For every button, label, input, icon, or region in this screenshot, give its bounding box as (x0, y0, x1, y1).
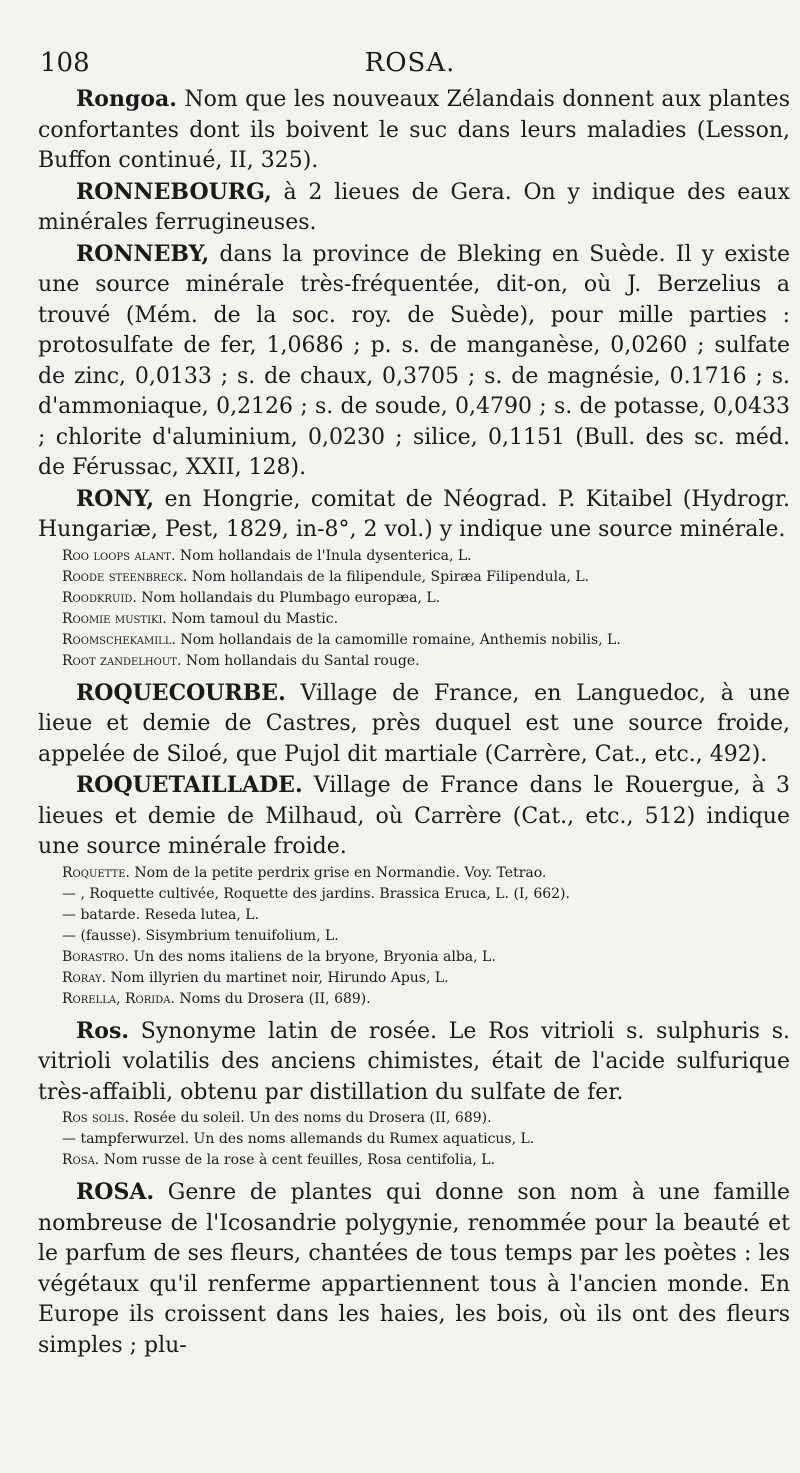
entry-text: Nom hollandais de la camomille romaine, Anthemis nobilis, L. (175, 631, 621, 648)
entry-headword: Roode steenbreck. (62, 568, 188, 585)
entry-text: Un des noms italiens de la bryone, Bryonia alba, L. (128, 948, 496, 965)
entry-headword: Ros solis. (62, 1110, 129, 1126)
entry-text: Village de France dans le Rouergue, à 3 lieues et demie de Milhaud, où Carrère (Cat., etc., 512) indique une source minérale froide. (38, 773, 790, 859)
entry-headword: — (62, 1131, 76, 1147)
dictionary-subentry (38, 1129, 790, 1150)
entry-text: à 2 lieues de Gera. On y indique des eaux minérales ferrugineuses. (38, 179, 790, 235)
entry-headword: Borastro. (62, 948, 129, 965)
dictionary-entry (38, 678, 790, 771)
entry-text: Rosée du soleil. Un des noms du Drosera (II, 689). (128, 1110, 492, 1126)
dictionary-entry (38, 1016, 790, 1109)
dictionary-subentry (38, 630, 790, 651)
entry-headword: RONNEBOURG, (76, 178, 272, 205)
entry-text: Nom illyrien du martinet noir, Hirundo Apus, L. (106, 969, 449, 986)
dictionary-subentry (38, 863, 790, 884)
entry-headword: RONY, (76, 485, 155, 512)
dictionary-subentry (38, 905, 790, 926)
entry-headword: Roomie mustiki. (62, 610, 167, 627)
dictionary-subentry (38, 989, 790, 1010)
entry-text: Genre de plantes qui donne son nom à une famille nombreuse de l'Icosandrie polygynie, renommée pour la beauté et le parfum de ses fleurs, chantées de tous temps par les poètes : les végétaux qu'il renferme appartiennent tous à l'ancien monde. En Europe ils croissent dans les haies, les bois, où ils ont des fleurs simples ; plu- (38, 1180, 790, 1358)
entry-text: Noms du Drosera (II, 689). (174, 990, 371, 1007)
entry-text: dans la province de Bleking en Suède. Il y existe une source minérale très-fréquentée, dit-on, où J. Berzelius a trouvé (Mém. de la soc. roy. de Suède), pour mille parties : protosulfate de fer, 1,0686 ; p. s. de manganèse, 0,0260 ; sulfate de zinc, 0,0133 ; s. de chaux, 0,3705 ; s. de magnésie, 0.1716 ; s. d'ammoniaque, 0,2126 ; s. de soude, 0,4790 ; s. de potasse, 0,0433 ; chlorite d'aluminium, 0,0230 ; silice, 0,1151 (Bull. des sc. méd. de Férussac, XXII, 128). (38, 241, 790, 480)
page-number: 108 (40, 48, 90, 78)
dictionary-subentry (38, 588, 790, 609)
entry-text: Village de France, en Languedoc, à une lieue et demie de Castres, près duquel est une source froide, appelée de Siloé, que Pujol dit martiale (Carrère, Cat., etc., 492). (38, 680, 790, 767)
entry-headword: Roo loops alant. (62, 547, 176, 564)
entry-headword: Rorella, Rorida. (62, 990, 175, 1007)
entry-text: (fausse). Sisymbrium tenuifolium, L. (76, 927, 339, 944)
dictionary-entry (38, 1177, 790, 1361)
dictionary-subentry (38, 651, 790, 672)
entry-headword: Rosa. (62, 1152, 100, 1168)
entry-text: Nom hollandais de la filipendule, Spiræa Filipendula, L. (187, 568, 590, 585)
page-header (40, 48, 780, 82)
entry-headword: ROSA. (76, 1179, 155, 1205)
entry-headword: Roquette. (62, 864, 130, 881)
dictionary-subentry (38, 926, 790, 947)
entry-headword: ROQUETAILLADE. (76, 772, 303, 798)
entry-text: Nom hollandais de l'Inula dysenterica, L. (175, 547, 472, 564)
entry-text: Nom hollandais du Santal rouge. (181, 652, 420, 669)
entry-headword: Roodkruid. (62, 589, 137, 606)
page-body (38, 84, 790, 1361)
dictionary-entry (38, 239, 790, 484)
entry-headword: RONNEBY, (76, 240, 210, 267)
entry-text: tampferwurzel. Un des noms allemands du Rumex aquaticus, L. (76, 1131, 535, 1147)
entry-headword: Ros. (76, 1017, 130, 1044)
dictionary-entry (38, 770, 790, 863)
dictionary-subentry (38, 609, 790, 630)
dictionary-entry (38, 177, 790, 239)
entry-text: batarde. Reseda lutea, L. (76, 906, 260, 923)
dictionary-subentry (38, 884, 790, 905)
dictionary-subentry (38, 567, 790, 588)
entry-text: Nom russe de la rose à cent feuilles, Rosa centifolia, L. (99, 1152, 496, 1168)
entry-text: Nom que les nouveaux Zélandais donnent aux plantes confortantes dont ils boivent le suc dans leurs maladies (Lesson, Buffon continué, II, 325). (38, 87, 790, 173)
dictionary-subentry (38, 947, 790, 968)
dictionary-entry (38, 84, 790, 177)
entry-text: Synonyme latin de rosée. Le Ros vitrioli s. sulphuris s. vitrioli volatilis des anciens chimistes, était de l'acide sulfurique très-affaibli, obtenu par distillation du sulfate de fer. (38, 1018, 790, 1105)
dictionary-subentry (38, 1108, 790, 1129)
entry-text: , Roquette cultivée, Roquette des jardins. Brassica Eruca, L. (I, 662). (76, 885, 570, 902)
entry-headword: Root zandelhout. (62, 652, 182, 669)
running-head: ROSA. (364, 48, 456, 78)
entry-headword: — (62, 906, 76, 923)
dictionary-entry (38, 484, 790, 546)
entry-text: Nom de la petite perdrix grise en Normandie. Voy. Tetrao. (129, 864, 547, 881)
entry-headword: Rongoa. (76, 86, 177, 112)
dictionary-subentry (38, 546, 790, 567)
entry-headword: ROQUECOURBE. (76, 679, 286, 706)
dictionary-subentry (38, 968, 790, 989)
entry-headword: Roray. (62, 969, 107, 986)
dictionary-subentry (38, 1150, 790, 1171)
entry-headword: — (62, 885, 76, 902)
entry-headword: Roomschekamill. (62, 631, 176, 648)
entry-headword: — (62, 927, 76, 944)
entry-text: en Hongrie, comitat de Néograd. P. Kitaibel (Hydrogr. Hungariæ, Pest, 1829, in-8°, 2 vol.) y indique une source minérale. (38, 486, 790, 542)
entry-text: Nom hollandais du Plumbago europæa, L. (136, 589, 441, 606)
entry-text: Nom tamoul du Mastic. (166, 610, 339, 627)
